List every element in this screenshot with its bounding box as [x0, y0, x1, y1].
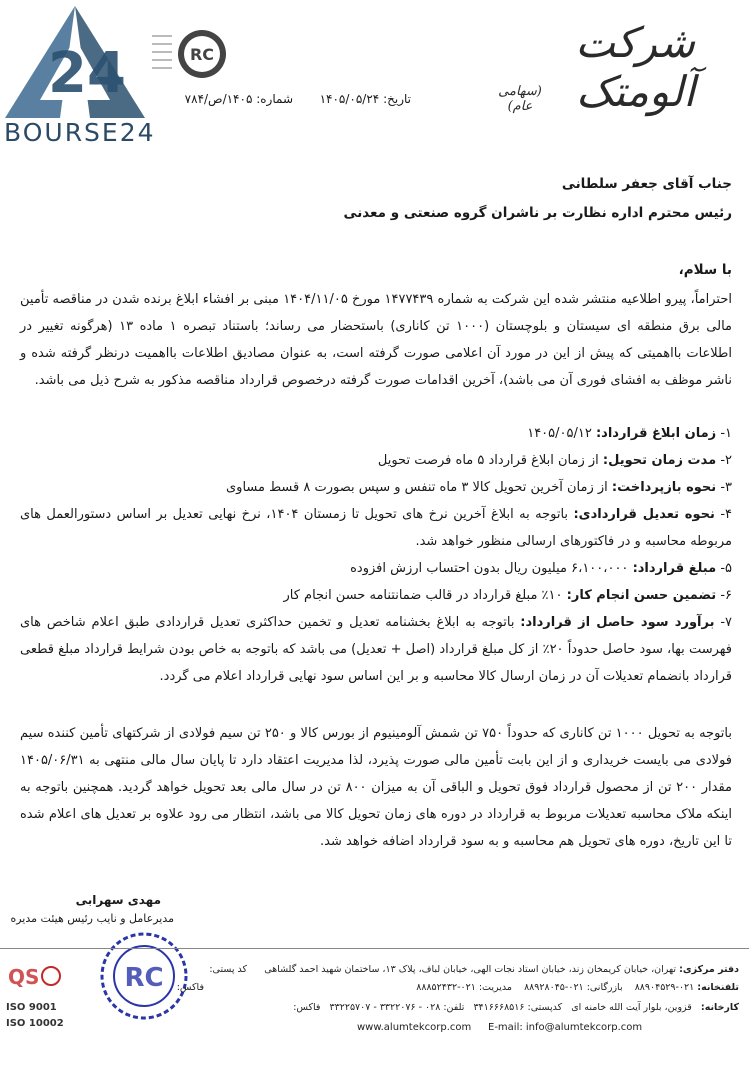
signature-name: مهدی سهرابی	[75, 893, 161, 907]
factory-address: کارخانه: قزوین، بلوار آیت الله خامنه ای کدپستی: ۳۴۱۶۶۶۸۵۱۶ تلفن: ۰۲۸ - ۳۳۲۲۰۷۶ - ۳۳۲۲۵۷۰۷ فاکس:	[293, 1002, 739, 1013]
item-text: ۱۴۰۵/۰۵/۱۲	[527, 426, 596, 441]
closing-paragraph: باتوجه به تحویل ۱۰۰۰ تن کاناری که حدوداً ۷۵۰ تن شمش آلومینیوم از بورس کالا و ۲۵۰ تن سیم فولادی از شرکتهای تأمین کننده سیم فولادی می بایست خریداری و از این بابت تأمین مالی صورت پذیرد، لذا مدیریت اعتقاد دارد تا پایان سال مالی منتهی به ۱۴۰۵/۰۶/۳۱ مقدار ۲۰۰ تن از محصول قرارداد فوق تحویل و الباقی آن به میزان ۸۰۰ تن در سال مالی بعد تحویل خواهد گردید. همچنین باتوجه به اینکه ملاک محاسبه تعدیلات مربوط به قرارداد در دوره های زمان تحویل کالا می باشد، انتظار می رود علاوه بر تعدیل های اعلام شده تا این تاریخ، دوره های تحویل هم محاسبه و به سود قرارداد اضافه خواهد شد.	[20, 726, 733, 849]
number-value: ۱۴۰۵/ص/۷۸۴	[184, 92, 253, 106]
office-postal: کد پستی:	[209, 964, 247, 975]
company-type: (سهامی عام)	[498, 84, 542, 114]
signature-title: مدیرعامل و نایب رئیس هیئت مدیره	[10, 912, 174, 925]
list-item: ۷- برآورد سود حاصل از قرارداد: باتوجه به ابلاغ بخشنامه تعدیل و تخمین حداکثری تعدیل قراردادی طبق اعلام شاخص های فهرست بها، سود حاصل حدوداً ۲۰٪ از کل مبلغ قرارداد (اصل + تعدیل) می باشد که باتوجه به خاص بودن شرایط قرارداد مبلغ قطعی قرارداد بانضمام تعدیلات آن در زمان ارسال کالا محاسبه و بر این اساس سود نهایی قرارداد اعلام می گردد.	[20, 615, 732, 684]
number-row	[185, 92, 293, 106]
svg-text:RC: RC	[124, 963, 164, 993]
iso-9001-badge: ISO 9001	[6, 1002, 57, 1013]
office-phones: تلفنخانه: ۰۲۱-۸۸۹۰۴۵۲۹ بازرگانی: ۰۲۱-۸۸۹۲۸۰۴۵ مدیریت: ۰۲۱-۸۸۸۵۲۴۳۲	[416, 982, 739, 993]
rc-seal-icon	[150, 28, 230, 84]
item-text: از زمان آخرین تحویل کالا ۳ ماه تنفس و سپس بصورت ۸ قسط مساوی	[225, 480, 612, 495]
item-text: از زمان ابلاغ قرارداد ۵ ماه فرصت تحویل	[377, 453, 603, 468]
list-item: ۳- نحوه بازپرداخت: از زمان آخرین تحویل کالا ۳ ماه تنفس و سپس بصورت ۸ قسط مساوی	[225, 480, 732, 495]
office-fax: فاکس:	[176, 982, 204, 993]
list-item: ۶- تضمین حسن انجام کار: ۱۰٪ مبلغ قرارداد در قالب ضمانتنامه حسن انجام کار	[283, 588, 732, 603]
item-label: مدت زمان تحویل:	[602, 453, 717, 468]
item-label: نحوه بازپرداخت:	[611, 480, 717, 495]
list-item: ۲- مدت زمان تحویل: از زمان ابلاغ قرارداد ۵ ماه فرصت تحویل	[377, 453, 732, 468]
number-label: شماره:	[256, 92, 293, 106]
item-label: زمان ابلاغ قرارداد:	[595, 426, 717, 441]
date-row	[320, 92, 411, 106]
footer-divider	[0, 948, 749, 949]
item-label: مبلغ قرارداد:	[632, 561, 717, 576]
items-list	[20, 420, 732, 690]
website-link[interactable]: www.alumtekcorp.com	[357, 1022, 472, 1033]
company-stamp-icon	[96, 930, 192, 1022]
list-item: ۵- مبلغ قرارداد: ۶،۱۰۰،۰۰۰ میلیون ریال بدون احتساب ارزش افزوده	[350, 561, 732, 576]
company-name: شرکت آلومتک	[575, 18, 695, 116]
recipient-name: جناب آقای جعفر سلطانی	[561, 176, 732, 192]
watermark-text: BOURSE24	[4, 118, 156, 147]
svg-text:QS: QS	[8, 965, 40, 989]
iso-10002-badge: ISO 10002	[6, 1018, 64, 1029]
list-item: ۴- نحوه تعدیل قراردادی: باتوجه به ابلاغ آخرین نرخ های تحویل تا زمستان ۱۴۰۴، نرخ نهایی تعدیل بر اساس دستورالعمل های مربوطه محاسبه و در فاکتورهای ارسالی منظور خواهد شد.	[20, 507, 732, 549]
item-label: نحوه تعدیل قراردادی:	[573, 507, 715, 522]
list-item: ۱- زمان ابلاغ قرارداد: ۱۴۰۵/۰۵/۱۲	[527, 426, 732, 441]
item-text: باتوجه به ابلاغ آخرین نرخ های تحویل تا زمستان ۱۴۰۴، نرخ نهایی تعدیل بر اساس دستورالعمل های مربوطه محاسبه و در فاکتورهای ارسالی منظور خواهد شد.	[20, 507, 732, 549]
date-value: ۱۴۰۵/۰۵/۲۴	[319, 92, 380, 106]
email-link[interactable]: E-mail: info@alumtekcorp.com	[488, 1022, 643, 1033]
item-label: برآورد سود حاصل از قرارداد:	[520, 615, 715, 630]
item-text: ۶،۱۰۰،۰۰۰ میلیون ریال بدون احتساب ارزش افزوده	[350, 561, 633, 576]
office-address: دفتر مرکزی: تهران، خیابان کریمخان زند، خیابان استاد نجات الهی، خیابان لباف، پلاک ۱۳، ساختمان شهید احمد گلشاهی	[264, 964, 739, 975]
item-text: ۱۰٪ مبلغ قرارداد در قالب ضمانتنامه حسن انجام کار	[283, 588, 567, 603]
intro-paragraph: احتراماً، پیرو اطلاعیه منتشر شده این شرکت به شماره ۱۴۷۷۴۳۹ مورخ ۱۴۰۴/۱۱/۰۵ مبنی بر افشاء ابلاغ برنده شدن در مناقصه تأمین مالی برق منطقه ای سیستان و بلوچستان (۱۰۰۰ تن کاناری) باستحضار می رساند؛ باستناد تبصره ۱ ماده ۱۳ (هرگونه تغییر در اطلاعات بااهمیتی که پیش از این در مورد آن اعلامی صورت گرفته است، به عنوان مصادیق اطلاعات بااهمیت درنظر گرفته شده و ناشر موظف به افشای فوری آن می باشد)، آخرین اقدامات صورت گرفته درخصوص قرارداد مناقصه مذکور به شرح ذیل می باشد.	[20, 292, 733, 388]
greeting: با سلام،	[678, 262, 732, 278]
svg-text:RC: RC	[189, 45, 215, 64]
item-text: باتوجه به ابلاغ بخشنامه تعدیل و تخمین حداکثری تعدیل قراردادی طبق اعلام شاخص های فهرست بها، سود حاصل حدوداً ۲۰٪ از کل مبلغ قرارداد (اصل + تعدیل) می باشد که باتوجه به خاص بودن شرایط قرارداد مبلغ قطعی قرارداد بانضمام تعدیلات آن در زمان ارسال کالا محاسبه و بر این اساس سود نهایی قرارداد اعلام می گردد.	[20, 615, 732, 684]
certification-logo-icon	[6, 960, 62, 996]
item-label: تضمین حسن انجام کار:	[566, 588, 717, 603]
svg-text:24: 24	[48, 41, 126, 106]
recipient-title: رئیس محترم اداره نظارت بر ناشران گروه صنعتی و معدنی	[343, 205, 732, 221]
date-label: تاریخ:	[383, 92, 411, 106]
